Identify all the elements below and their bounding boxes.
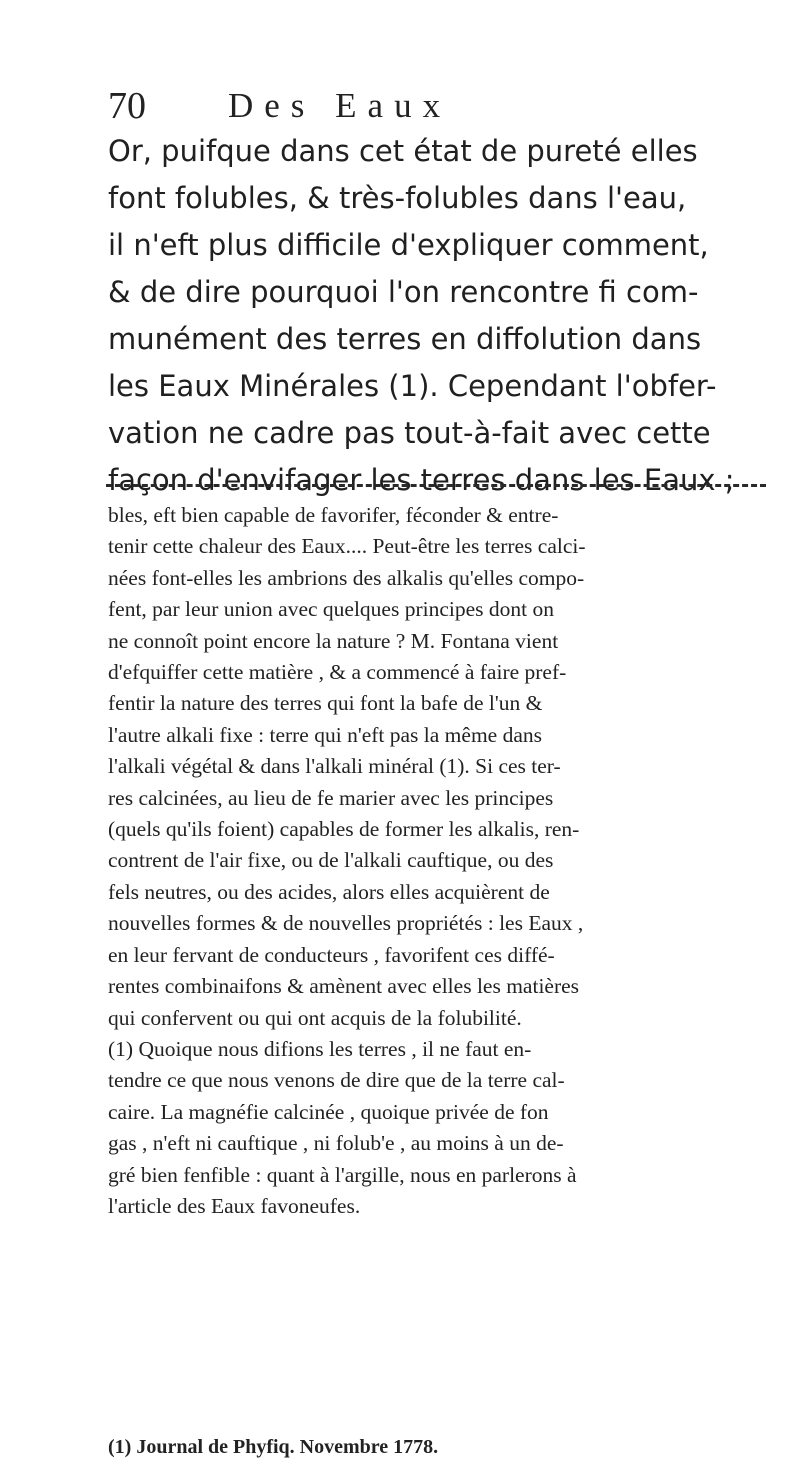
main-text-line: il n'eft plus difficile d'expliquer comment, [108,228,709,262]
main-text-line: les Eaux Minérales (1). Cependant l'obfer- [108,369,717,403]
note-text-line: nées font-elles les ambrions des alkalis qu'elles compo- [108,565,585,590]
footnote: (1) Journal de Phyfiq. Novembre 1778. [108,1436,439,1458]
note-text-line: (1) Quoique nous difions les terres , il ne faut en- [108,1036,532,1061]
main-text-line: font folubles, & très-folubles dans l'eau, [108,181,687,215]
note-text-line: l'autre alkali fixe : terre qui n'eft pas la même dans [108,722,542,747]
note-text-line: en leur fervant de conducteurs , favorifent ces diffé- [108,942,555,967]
main-text-line: vation ne cadre pas tout-à-fait avec cette [108,416,711,450]
note-text-line: d'efquiffer cette matière , & a commencé à faire pref- [108,660,567,685]
note-text-line: fels neutres, ou des acides, alors elles acquièrent de [108,879,550,904]
note-text-line: l'article des Eaux favoneufes. [108,1193,361,1218]
main-text-line: Or, puifque dans cet état de pureté elles [108,134,698,168]
note-text-line: fent, par leur union avec quelques principes dont on [108,597,554,622]
note-text-line: contrent de l'air fixe, ou de l'alkali cauftique, ou des [108,848,554,873]
note-text-line: res calcinées, au lieu de fe marier avec les principes [108,785,554,810]
main-text-line: façon d'envifager les terres dans les Eaux ; [108,463,735,497]
note-text-block [108,500,768,1222]
note-text-line: caire. La magnéfie calcinée , quoique privée de fon [108,1099,549,1124]
note-text-line: tendre ce que nous venons de dire que de la terre cal- [108,1068,565,1093]
note-text-line: gas , n'eft ni cauftique , ni folub'e , au moins à un de- [108,1131,564,1156]
main-text-line: munément des terres en diffolution dans [108,322,702,356]
note-text-line: tenir cette chaleur des Eaux.... Peut-être les terres calci- [108,534,586,559]
note-text-line: rentes combinaifons & amènent avec elles les matières [108,974,580,999]
note-text-line: gré bien fenfible : quant à l'argille, nous en parlerons à [108,1162,577,1187]
main-text-block [108,128,768,504]
note-text-line: nouvelles formes & de nouvelles propriétés : les Eaux , [108,911,584,936]
main-text-line: & de dire pourquoi l'on rencontre fi com- [108,275,699,309]
running-head [108,84,668,128]
note-text-line: l'alkali végétal & dans l'alkali minéral (1). Si ces ter- [108,754,561,779]
section-divider [106,484,766,487]
note-text-line: (quels qu'ils foient) capables de former les alkalis, ren- [108,817,580,842]
note-text-line: ne connoît point encore la nature ? M. Fontana vient [108,628,559,653]
page-number: 70 [108,85,146,127]
running-title: Des Eaux [228,86,452,125]
note-text-line: qui confervent ou qui ont acquis de la folubilité. [108,1005,522,1030]
note-text-line: fentir la nature des terres qui font la bafe de l'un & [108,691,543,716]
note-text-line: bles, eft bien capable de favorifer, féconder & entre- [108,503,559,527]
